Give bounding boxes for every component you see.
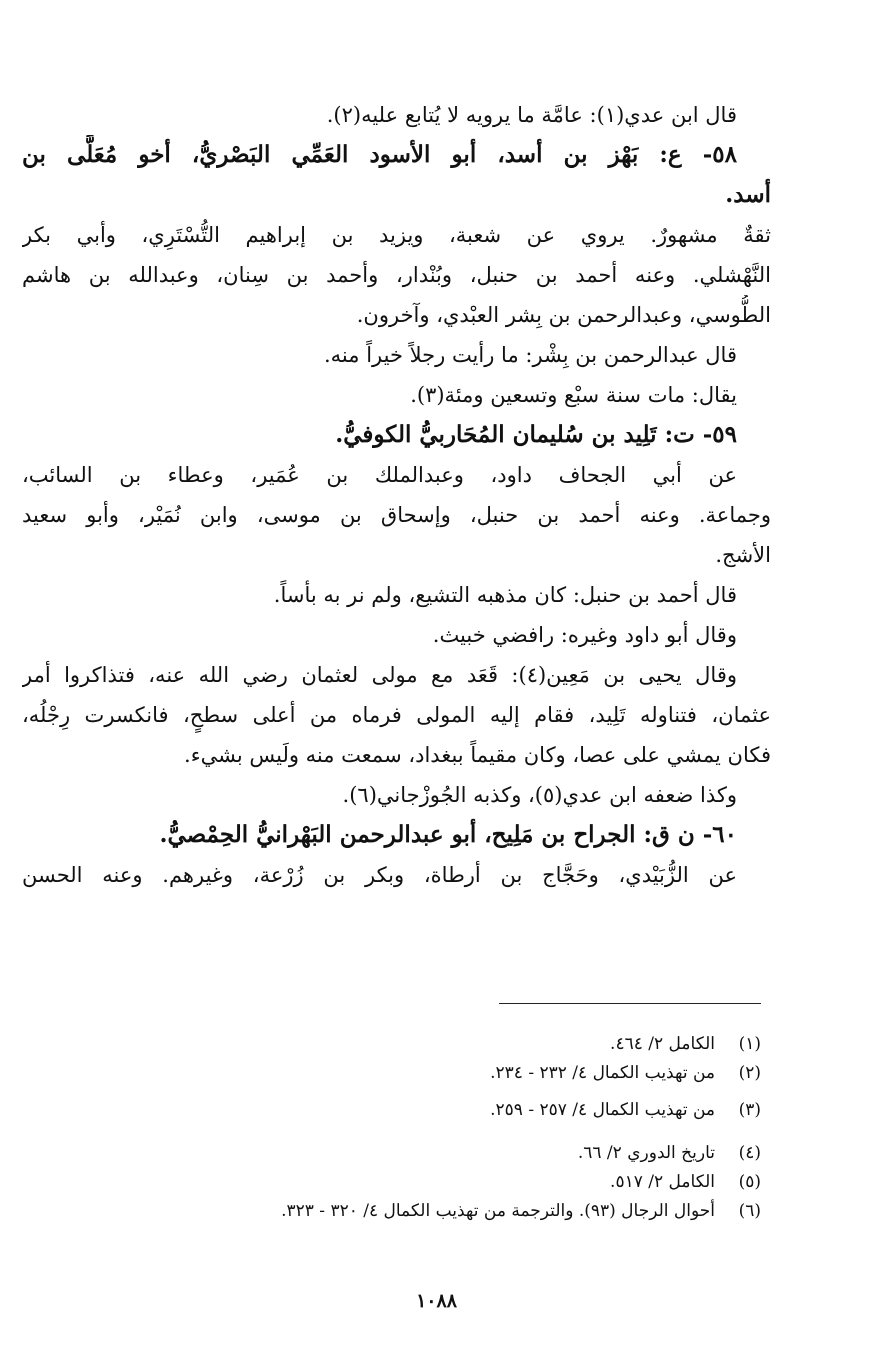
text-line: ثقةٌ مشهورٌ. يروي عن شعبة، ويزيد بن إبراهيم التُّسْتَرِي، وأبي بكر [22,223,771,247]
text-line: عن الزُّبَيْدي، وحَجَّاج بن أرطاة، وبكر بن زُرْعة، وغيرهم. وعنه الحسن [22,863,737,887]
footnote-number: (١) [738,1034,761,1054]
text-line: فكان يمشي على عصا، وكان مقيماً ببغداد، سمعت منه ولَيس بشيء. [184,743,771,767]
text-line: قال عبدالرحمن بن بِشْر: ما رأيت رجلاً خيراً منه. [324,343,737,367]
footnote [60,1059,761,1088]
footnote-text: تاريخ الدوري ٢/ ٦٦. [577,1143,715,1163]
footnote-number: (٢) [738,1063,761,1083]
footnote [60,1139,761,1168]
entry-heading: ٥٨- ع: بَهْز بن أسد، أبو الأسود العَمِّي البَصْريُّ، أخو مُعَلَّى بن [22,141,737,168]
text-line: وكذا ضعفه ابن عدي(٥)، وكذبه الجُوزْجاني(٦). [342,783,737,807]
footnote-number: (٤) [738,1143,761,1163]
footnote [60,1030,761,1059]
text-line: قال أحمد بن حنبل: كان مذهبه التشيع، ولم نر به بأساً. [273,583,737,607]
text-line: وجماعة. وعنه أحمد بن حنبل، وإسحاق بن موسى، وابن نُمَيْر، وأبو سعيد [22,503,771,527]
text-line: الأشج. [715,543,771,567]
entry-heading: ٥٩- ت: تَلِيد بن سُليمان المُحَاربيُّ الكوفيُّ. [335,421,737,448]
footnote [60,1096,761,1125]
footnote-text: الكامل ٢/ ٥١٧. [610,1172,715,1192]
text-line: وقال يحيى بن مَعِين(٤): قَعَد مع مولى لعثمان رضي الله عنه، فتذاكروا أمر [22,663,737,687]
text-line: يقال: مات سنة سبْع وتسعين ومئة(٣). [410,383,737,407]
page-number: ١٠٨٨ [416,1290,457,1312]
footnote-text: الكامل ٢/ ٤٦٤. [610,1034,715,1054]
footnote-text: من تهذيب الكمال ٤/ ٢٣٢ - ٢٣٤. [490,1063,715,1083]
text-line: قال ابن عدي(١): عامَّة ما يرويه لا يُتابع عليه(٢). [326,103,737,127]
footnotes [60,1030,761,1226]
footnote-number: (٣) [738,1100,761,1120]
footnote-text: من تهذيب الكمال ٤/ ٢٥٧ - ٢٥٩. [490,1100,715,1120]
footnote-divider [499,1003,761,1004]
text-line: الطُّوسي، وعبدالرحمن بن بِشر العبْدي، وآخرون. [356,303,771,327]
text-line: النَّهْشلي. وعنه أحمد بن حنبل، وبُنْدار، وأحمد بن سِنان، وعبدالله بن هاشم [22,263,771,287]
text-line: وقال أبو داود وغيره: رافضي خبيث. [432,623,737,647]
footnote [60,1168,761,1197]
footnote-text: أحوال الرجال (٩٣). والترجمة من تهذيب الكمال ٤/ ٣٢٠ - ٣٢٣. [281,1201,715,1221]
footnote-number: (٦) [738,1201,761,1221]
main-text [22,95,771,895]
text-line: عثمان، فتناوله تَلِيد، فقام إليه المولى فرماه من أعلى سطحٍ، فانكسرت رِجْلُه، [22,703,771,727]
entry-heading-continuation: أسد. [725,181,771,208]
footnote-number: (٥) [738,1172,761,1192]
entry-heading: ٦٠- ن ق: الجراح بن مَلِيح، أبو عبدالرحمن البَهْرانيُّ الحِمْصيُّ. [159,821,737,848]
footnote [60,1197,761,1226]
text-line: عن أبي الجحاف داود، وعبدالملك بن عُمَير، وعطاء بن السائب، [22,463,737,487]
